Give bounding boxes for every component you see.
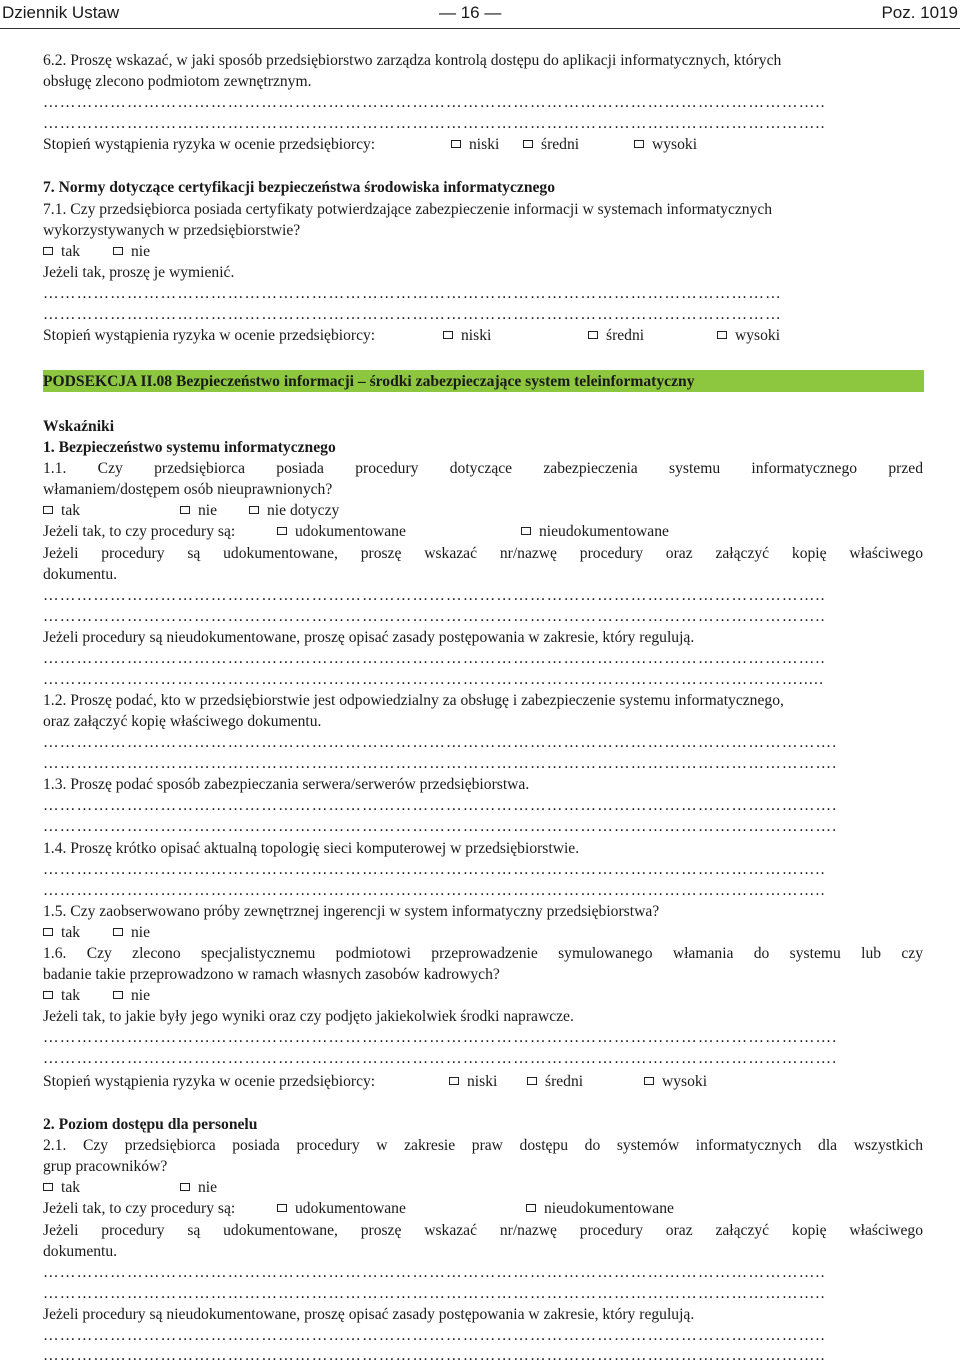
question-1-1-line1: 1.1. Czy przedsiębiorca posiada procedury dotyczące zabezpieczenia systemu informatycznego przed — [43, 460, 923, 477]
checkbox-icon — [180, 1183, 190, 1191]
yes-option[interactable]: tak — [43, 985, 80, 1006]
documented-instructions-line2: dokumentu. — [43, 566, 118, 583]
risk-medium-option[interactable]: średni — [527, 1071, 583, 1092]
undocumented-instructions: Jeżeli procedury są nieudokumentowane, proszę opisać zasady postępowania w zakresie, który regulują. — [43, 1306, 695, 1323]
risk-medium-option[interactable]: średni — [523, 134, 579, 155]
question-2-1-line1: 2.1. Czy przedsiębiorca posiada procedury w zakresie praw dostępu do systemów informatycznych dla wszystkich — [43, 1137, 923, 1154]
if-yes-list-prompt: Jeżeli tak, proszę je wymienić. — [43, 264, 235, 281]
yes-no-row — [43, 985, 923, 1006]
documented-option[interactable]: udokumentowane — [277, 1198, 406, 1219]
journal-title: Dziennik Ustaw — [2, 3, 120, 22]
checkbox-icon — [521, 527, 531, 535]
section-1-title: 1. Bezpieczeństwo systemu informatycznego — [43, 439, 336, 456]
risk-medium-option[interactable]: średni — [588, 325, 644, 346]
checkbox-icon — [523, 140, 533, 148]
checkbox-icon — [43, 928, 53, 936]
checkbox-icon — [449, 1077, 459, 1085]
answer-dots: ……………………………………………………………………………………………………………………………. — [43, 797, 838, 814]
checkbox-icon — [43, 991, 53, 999]
indicators-heading: Wskaźniki — [43, 418, 115, 435]
documented-instructions-line1: Jeżeli procedury są udokumentowane, proszę wskazać nr/nazwę procedury oraz załączyć kopię właściwego — [43, 545, 923, 562]
risk-row — [43, 325, 923, 346]
answer-dots: ………………………………………………………………………………………………………………………….. — [43, 882, 826, 899]
answer-dots: ………………………………………………………………………………………………………………………….. — [43, 650, 826, 667]
question-1-5: 1.5. Czy zaobserwowano próby zewnętrznej ingerencji w system informatyczny przedsiębiorstwa? — [43, 903, 660, 920]
yes-option[interactable]: tak — [43, 500, 80, 521]
undocumented-option[interactable]: nieudokumentowane — [521, 521, 669, 542]
answer-dots: …………………………………………………………………………………………………………………… — [43, 285, 782, 302]
procedures-row — [43, 1198, 923, 1219]
question-1-6-line2: badanie takie przeprowadzono w ramach własnych zasobów kadrowych? — [43, 966, 500, 983]
procedures-label: Jeżeli tak, to czy procedury są: — [43, 523, 236, 540]
risk-label: Stopień wystąpienia ryzyka w ocenie przedsiębiorcy: — [43, 136, 376, 153]
yes-no-row — [43, 1177, 923, 1198]
risk-high-option[interactable]: wysoki — [634, 134, 697, 155]
checkbox-icon — [249, 506, 259, 514]
risk-row — [43, 1071, 923, 1092]
question-1-2-line1: 1.2. Proszę podać, kto w przedsiębiorstwie jest odpowiedzialny za obsługę i zabezpieczenie systemu informatycznego, — [43, 692, 784, 709]
question-1-4: 1.4. Proszę krótko opisać aktualną topologię sieci komputerowej w przedsiębiorstwie. — [43, 840, 580, 857]
question-2-1-line2: grup pracowników? — [43, 1158, 168, 1175]
checkbox-icon — [277, 1204, 287, 1212]
documented-instructions-line2: dokumentu. — [43, 1243, 118, 1260]
risk-high-option[interactable]: wysoki — [644, 1071, 707, 1092]
yes-no-na-row — [43, 500, 923, 521]
question-6-2-line2: obsługę zlecono podmiotom zewnętrznym. — [43, 73, 312, 90]
checkbox-icon — [113, 991, 123, 999]
checkbox-icon — [527, 1077, 537, 1085]
checkbox-icon — [588, 331, 598, 339]
answer-dots: …………………………………………………………………………………………………………………… — [43, 306, 782, 323]
answer-dots: ………………………………………………………………………………………………………………………..... — [43, 671, 825, 688]
checkbox-icon — [43, 247, 53, 255]
answer-dots: ………………………………………………………………………………………………………………………….. — [43, 861, 826, 878]
question-7-1-line1: 7.1. Czy przedsiębiorca posiada certyfikaty potwierdzające zabezpieczenie informacji w systemach informatycznych — [43, 201, 773, 218]
checkbox-icon — [277, 527, 287, 535]
answer-dots: ………………………………………………………………………………………………………………………….. — [43, 1327, 826, 1344]
risk-row — [43, 134, 923, 155]
question-7-1-line2: wykorzystywanych w przedsiębiorstwie? — [43, 222, 301, 239]
no-option[interactable]: nie — [180, 500, 217, 521]
no-option[interactable]: nie — [180, 1177, 217, 1198]
risk-high-option[interactable]: wysoki — [717, 325, 780, 346]
answer-dots: ……………………………………………………………………………………………………………………………. — [43, 1029, 838, 1046]
yes-no-row — [43, 922, 923, 943]
section-7-title: 7. Normy dotyczące certyfikacji bezpieczeństwa środowiska informatycznego — [43, 179, 556, 196]
subsection-title: PODSEKCJA II.08 Bezpieczeństwo informacji – środki zabezpieczające system teleinformatyczny — [43, 373, 695, 390]
documented-option[interactable]: udokumentowane — [277, 521, 406, 542]
yes-option[interactable]: tak — [43, 241, 80, 262]
question-1-6-followup: Jeżeli tak, to jakie były jego wyniki oraz czy podjęto jakiekolwiek środki naprawcze. — [43, 1008, 574, 1025]
checkbox-icon — [526, 1204, 536, 1212]
checkbox-icon — [180, 506, 190, 514]
page-header — [0, 0, 960, 30]
no-option[interactable]: nie — [113, 922, 150, 943]
checkbox-icon — [644, 1077, 654, 1085]
checkbox-icon — [451, 140, 461, 148]
risk-label: Stopień wystąpienia ryzyka w ocenie przedsiębiorcy: — [43, 1073, 376, 1090]
documented-instructions-line1: Jeżeli procedury są udokumentowane, proszę wskazać nr/nazwę procedury oraz załączyć kopię właściwego — [43, 1222, 923, 1239]
answer-dots: ………………………………………………………………………………………………………………………….. — [43, 587, 826, 604]
risk-label: Stopień wystąpienia ryzyka w ocenie przedsiębiorcy: — [43, 327, 376, 344]
checkbox-icon — [43, 1183, 53, 1191]
answer-dots: ………………………………………………………………………………………………………………………….. — [43, 94, 826, 111]
answer-dots: ……………………………………………………………………………………………………………………………. — [43, 734, 838, 751]
checkbox-icon — [634, 140, 644, 148]
answer-dots: ………………………………………………………………………………………………………………………….. — [43, 1347, 826, 1364]
risk-low-option[interactable]: niski — [443, 325, 491, 346]
question-1-6-line1: 1.6. Czy zlecono specjalistycznemu podmiotowi przeprowadzenie symulowanego włamania do systemu lub czy — [43, 945, 923, 962]
no-option[interactable]: nie — [113, 241, 150, 262]
question-1-2-line2: oraz załączyć kopię właściwego dokumentu. — [43, 713, 322, 730]
question-6-2-line1: 6.2. Proszę wskazać, w jaki sposób przedsiębiorstwo zarządza kontrolą dostępu do aplikacji informatycznych, których — [43, 52, 782, 69]
risk-low-option[interactable]: niski — [451, 134, 499, 155]
undocumented-instructions: Jeżeli procedury są nieudokumentowane, proszę opisać zasady postępowania w zakresie, który regulują. — [43, 629, 695, 646]
yes-option[interactable]: tak — [43, 1177, 80, 1198]
question-1-3: 1.3. Proszę podać sposób zabezpieczania serwera/serwerów przedsiębiorstwa. — [43, 776, 530, 793]
procedures-label: Jeżeli tak, to czy procedury są: — [43, 1200, 236, 1217]
checkbox-icon — [443, 331, 453, 339]
answer-dots: ………………………………………………………………………………………………………………………….. — [43, 1264, 826, 1281]
checkbox-icon — [43, 506, 53, 514]
answer-dots: ……………………………………………………………………………………………………………………………. — [43, 818, 838, 835]
checkbox-icon — [113, 928, 123, 936]
answer-dots: ……………………………………………………………………………………………………………………………. — [43, 755, 838, 772]
header-rule — [0, 28, 960, 29]
position-number: Poz. 1019 — [881, 3, 958, 22]
checkbox-icon — [113, 247, 123, 255]
no-option[interactable]: nie — [113, 985, 150, 1006]
not-applicable-option[interactable]: nie dotyczy — [249, 500, 339, 521]
risk-low-option[interactable]: niski — [449, 1071, 497, 1092]
question-1-1-line2: włamaniem/dostępem osób nieuprawnionych? — [43, 481, 333, 498]
answer-dots: ………………………………………………………………………………………………………………………….. — [43, 608, 826, 625]
answer-dots: ……………………………………………………………………………………………………………………………. — [43, 1050, 838, 1067]
section-2-title: 2. Poziom dostępu dla personelu — [43, 1116, 258, 1133]
checkbox-icon — [717, 331, 727, 339]
undocumented-option[interactable]: nieudokumentowane — [526, 1198, 674, 1219]
page-number: — 16 — — [439, 3, 502, 22]
answer-dots: ………………………………………………………………………………………………………………………….. — [43, 115, 826, 132]
yes-no-row — [43, 241, 923, 262]
procedures-row — [43, 521, 923, 542]
answer-dots: ………………………………………………………………………………………………………………………….. — [43, 1285, 826, 1302]
yes-option[interactable]: tak — [43, 922, 80, 943]
